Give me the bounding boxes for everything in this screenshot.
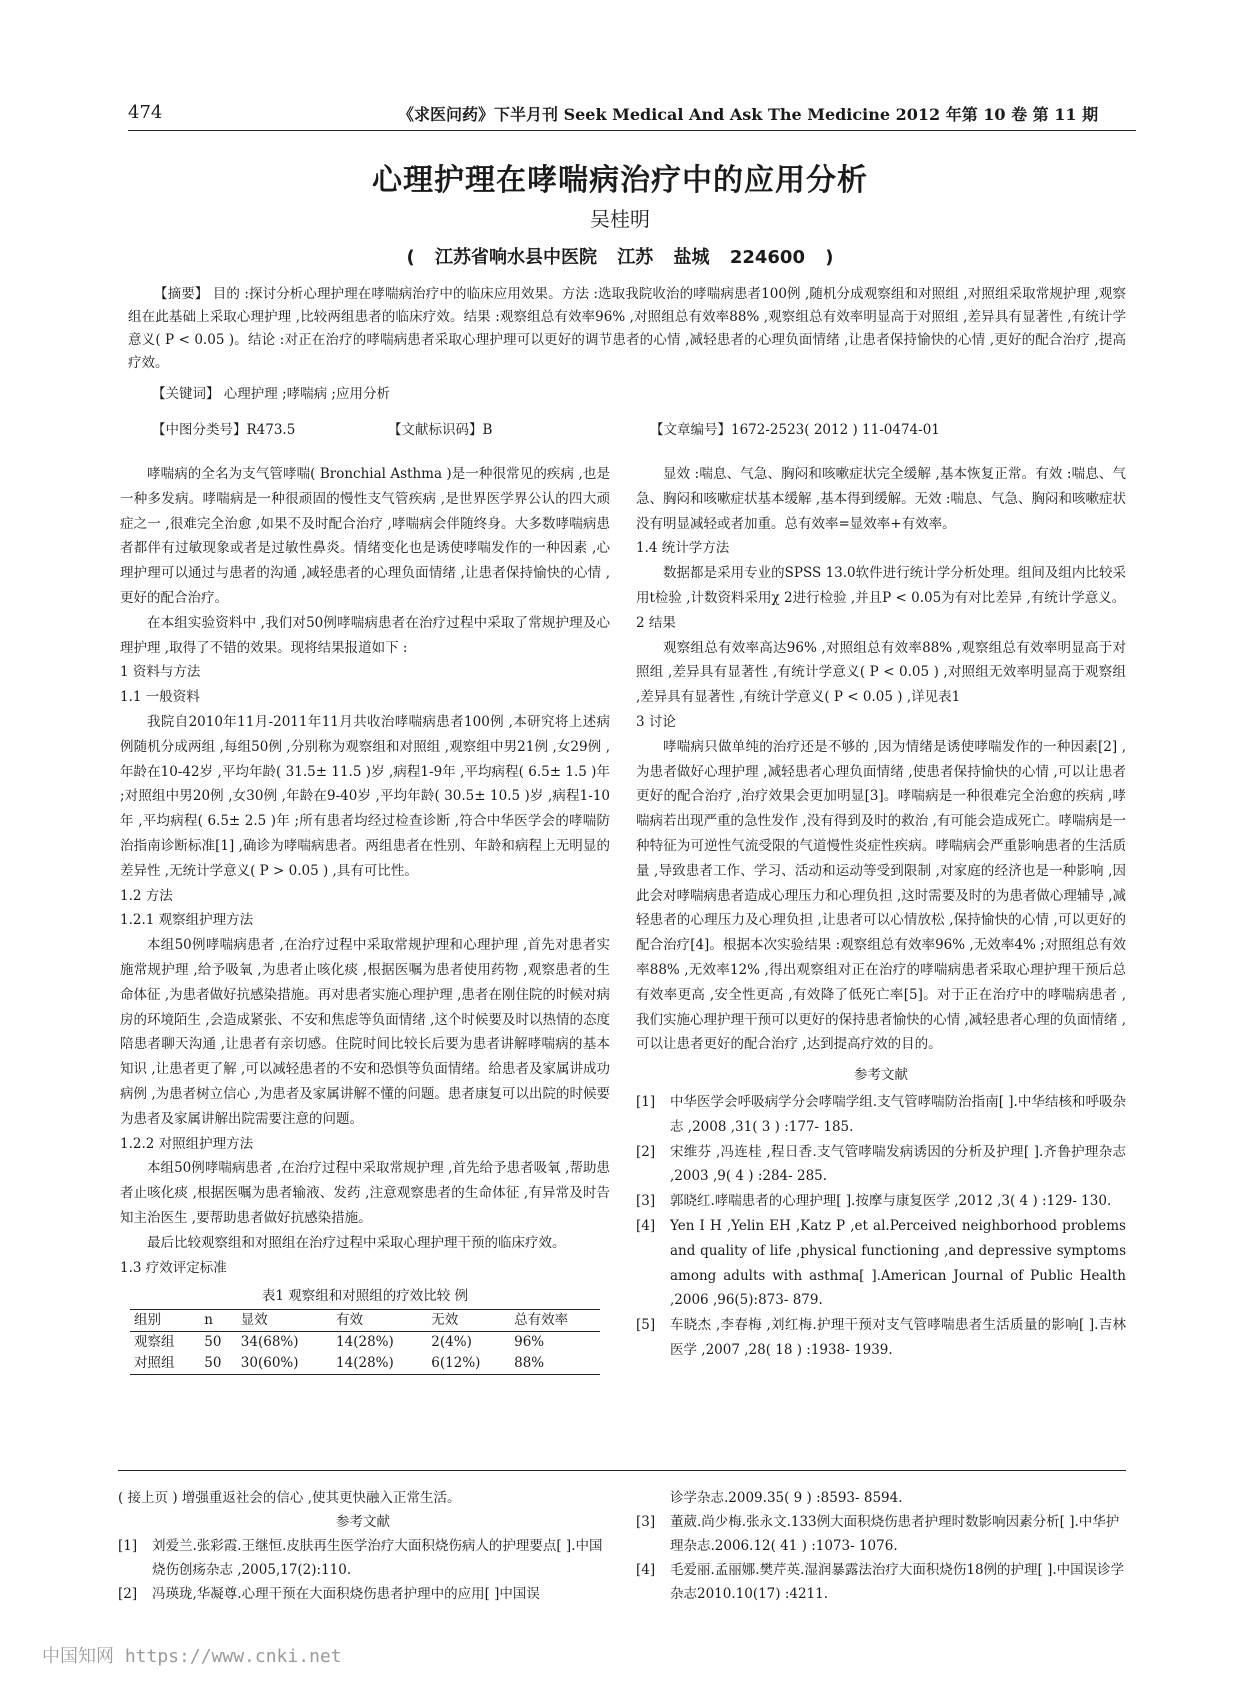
reference-text: Yen I H ,Yelin EH ,Katz P ,et al.Perceived neighborhood problems and quality of life ,physical functioning ,and depressive symptoms among adults with asthma[ ].American Journal of Public Health ,2006 ,96(5):873- 879. [670,1217,1126,1309]
paragraph: 观察组总有效率高达96% ,对照组总有效率88% ,观察组总有效率明显高于对照组 ,差异具有显著性 ,有统计学意义( P < 0.05 ) ,对照组无效率明显高于观察组 ,差异具有显著性 ,有统计学意义( P < 0.05 ) ,详见表1 [636,639,1126,706]
reference-item [636,1214,1126,1313]
reference-number: [2] [636,1143,656,1160]
subsection-heading: 1.1 一般资料 [120,689,200,706]
reference-number: [1] [118,1538,138,1554]
continuation-right [636,1486,1126,1606]
page-number: 474 [128,102,163,123]
left-column [120,462,610,1375]
table-header-row [130,1310,600,1332]
paragraph: 本组50例哮喘病患者 ,在治疗过程中采取常规护理和心理护理 ,首先对患者实施常规护理 ,给予吸氧 ,为患者止咳化痰 ,根据医嘱为患者使用药物 ,观察患者的生命体征 ,为患者做好抗感染措施。再对患者实施心理护理 ,患者在刚住院的时候对病房的环境陌生 ,会造成紧张、不安和焦虑等负面情绪 ,这个时候要及时以热情的态度陪患者聊天沟通 ,让患者有亲切感。住院时间比较长后要为患者讲解哮喘病的基本知识 ,让患者更了解 ,可以减轻患者的不安和恐惧等负面情绪。给患者及家属讲成功病例 ,为患者树立信心 ,为患者及家属讲解不懂的问题。患者康复可以出院的时候要为患者及家属讲解出院需要注意的问题。 [120,937,610,1127]
table-cell: 14(28%) [336,1355,394,1372]
article-number: 【文章编号】1672-2523( 2012 ) 11-0474-01 [650,422,940,438]
table-header-cell: 显效 [240,1312,268,1329]
reference-item [118,1582,608,1606]
table-cell: 14(28%) [336,1334,394,1351]
article-title: 心理护理在哮喘病治疗中的应用分析 [372,163,868,198]
reference-number: [3] [636,1514,656,1530]
continuation-text: 诊学杂志.2009.35( 9 ) :8593- 8594. [670,1490,903,1506]
reference-text: 刘爱兰.张彩霞.王继恒.皮肤再生医学治疗大面积烧伤病人的护理要点[ ].中国烧伤创疡杂志 ,2005,17(2):110. [152,1538,603,1578]
subsection-heading: 1.4 统计学方法 [636,540,730,557]
paragraph: 在本组实验资料中 ,我们对50例哮喘病患者在治疗过程中采取了常规护理及心理护理 ,取得了不错的效果。现将结果报道如下 : [120,614,610,656]
reference-number: [5] [636,1317,656,1334]
paragraph: 显效 :喘息、气急、胸闷和咳嗽症状完全缓解 ,基本恢复正常。有效 :喘息、气急、胸闷和咳嗽症状基本缓解 ,基本得到缓解。无效 :喘息、气急、胸闷和咳嗽症状没有明显减轻或者加重。总有效率=显效率+有效率。 [636,466,1126,532]
subsection-heading: 1.3 疗效评定标准 [120,1259,227,1276]
running-header [128,100,1136,131]
reference-text: 车晓杰 ,李春梅 ,刘红梅.护理干预对支气管哮喘患者生活质量的影响[ ].吉林医学 ,2007 ,28( 18 ) :1938- 1939. [670,1317,1126,1358]
journal-info: 《求医问药》下半月刊 Seek Medical And Ask The Medicine 2012 年第 10 卷 第 11 期 [398,105,1099,124]
reference-number: [2] [118,1586,138,1602]
reference-text: 冯瑛珑,华凝尊.心理干预在大面积烧伤患者护理中的应用[ ]中国误 [152,1586,540,1602]
table-cell: 96% [514,1334,545,1351]
section-heading: 2 结果 [636,614,676,631]
references-heading: 参考文献 [336,1514,390,1530]
table-cell: 6(12%) [431,1355,481,1372]
reference-number: [4] [636,1562,656,1578]
table-cell: 34(68%) [240,1334,299,1351]
reference-item [118,1534,608,1582]
table-row [130,1353,600,1375]
reference-text: 毛爱丽.孟丽娜.樊芹英.湿润暴露法治疗大面积烧伤18例的护理[ ].中国误诊学杂志2010.10(17) :4211. [670,1562,1125,1602]
reference-item [636,1313,1126,1363]
document-code: 【文献标识码】B [388,422,493,438]
table-cell: 50 [204,1334,222,1351]
subsection-heading: 1.2 方法 [120,887,173,904]
reference-number: [3] [636,1193,656,1210]
cnki-watermark: 中国知网 https://www.cnki.net [42,1646,342,1667]
section-heading: 3 讨论 [636,713,676,730]
reference-text: 宋维芬 ,冯连桂 ,程日香.支气管哮喘发病诱因的分析及护理[ ].齐鲁护理杂志 ,2003 ,9( 4 ) :284- 285. [670,1143,1126,1185]
reference-number: [4] [636,1217,656,1234]
paragraph: 最后比较观察组和对照组在治疗过程中采取心理护理干预的临床疗效。 [147,1234,566,1251]
table-cell: 对照组 [134,1355,175,1372]
table-cell: 50 [204,1355,222,1372]
table-header-cell: 有效 [336,1312,364,1329]
abstract: 【摘要】 目的 :探讨分析心理护理在哮喘病治疗中的临床应用效果。方法 :选取我院收治的哮喘病患者100例 ,随机分成观察组和对照组 ,对照组采取常规护理 ,观察组在此基础上采取心理护理 ,比较两组患者的临床疗效。结果 :观察组总有效率96% ,对照组总有效率88% ,观察组总有效率明显高于对照组 ,差异具有显著性 ,有统计学意义( P < 0.05 )。结论 :对正在治疗的哮喘病患者采取心理护理可以更好的调节患者的心情 ,减轻患者的心理负面情绪 ,让患者保持愉快的心情 ,更好的配合治疗 ,提高疗效。 [128,286,1126,371]
paragraph: 哮喘病只做单纯的治疗还是不够的 ,因为情绪是诱使哮喘发作的一种因素[2] ,为患者做好心理护理 ,减轻患者心理负面情绪 ,使患者保持愉快的心情 ,可以让患者更好的配合治疗 ,治疗效果会更加明显[3]。哮喘病是一种很难完全治愈的疾病 ,哮喘病若出现严重的急性发作 ,没有得到及时的救治 ,有可能会造成死亡。哮喘病是一种特征为可逆性气流受限的气道慢性炎症性疾病。哮喘病会严重影响患者的生活质量 ,导致患者工作、学习、活动和运动等受到限制 ,对家庭的经济也是一种影响 ,因此会对哮喘病患者造成心理压力和心理负担 ,这时需要及时的为患者做心理辅导 ,减轻患者的心理压力及心理负担 ,让患者可以心情放松 ,保持愉快的心情 ,可以更好的配合治疗[4]。根据本次实验结果 :观察组总有效率96% ,无效率4% ;对照组总有效率88% ,无效率12% ,得出观察组对正在治疗的哮喘病患者采取心理护理干预后总有效率更高 ,安全性更高 ,有效降了低死亡率[5]。对于正在治疗中的哮喘病患者 ,我们实施心理护理干预可以更好的保持患者愉快的心情 ,减轻患者心理的负面情绪 ,可以让患者更好的配合治疗 ,达到提高疗效的目的。 [636,738,1126,1053]
table-header-cell: n [204,1312,213,1329]
results-table [130,1309,600,1375]
table-header-cell: 总有效率 [514,1312,569,1329]
references-heading: 参考文献 [854,1067,908,1084]
table-cell: 2(4%) [431,1334,472,1351]
reference-text: 中华医学会呼吸病学分会哮喘学组.支气管哮喘防治指南[ ].中华结核和呼吸杂志 ,2008 ,31( 3 ) :177- 185. [670,1093,1126,1135]
continuation-left [118,1486,608,1606]
reference-item [636,1510,1126,1558]
right-column [636,462,1126,1363]
section-heading: 1 资料与方法 [120,664,201,681]
reference-item [636,1140,1126,1190]
reference-item [636,1558,1126,1606]
table-cell: 30(60%) [240,1355,299,1372]
table-caption: 表1 观察组和对照组的疗效比较 例 [261,1288,469,1305]
reference-text: 郭晓红.哮喘患者的心理护理[ ].按摩与康复医学 ,2012 ,3( 4 ) :129- 130. [670,1193,1112,1210]
table-header-cell: 组别 [134,1312,161,1329]
reference-item [636,1189,1126,1214]
paragraph: 数据都是采用专业的SPSS 13.0软件进行统计学分析处理。组间及组内比较采用t检验 ,计数资料采用χ 2进行检验 ,并且P < 0.05为有对比差异 ,有统计学意义。 [636,565,1126,606]
reference-text: 董葳.尚少梅.张永文.133例大面积烧伤患者护理时数影响因素分析[ ].中华护理杂志.2006.12( 41 ) :1073- 1076. [670,1514,1120,1554]
subsubsection-heading: 1.2.2 对照组护理方法 [120,1135,254,1152]
classification-number: 【中图分类号】R473.5 [152,422,296,438]
reference-number: [1] [636,1093,656,1110]
table-cell: 88% [514,1355,545,1372]
subsubsection-heading: 1.2.1 观察组护理方法 [120,912,254,929]
keywords: 【关键词】 心理护理 ;哮喘病 ;应用分析 [152,386,390,402]
paragraph: 本组50例哮喘病患者 ,在治疗过程中采取常规护理 ,首先给予患者吸氧 ,帮助患者止咳化痰 ,根据医嘱为患者输液、发药 ,注意观察患者的生命体征 ,有异常及时告知主治医生 ,要帮助患者做好抗感染措施。 [120,1160,610,1226]
table-cell: 观察组 [134,1334,175,1351]
article-author: 吴桂明 [590,207,650,231]
paragraph: 哮喘病的全名为支气管哮喘( Bronchial Asthma )是一种很常见的疾病 ,也是一种多发病。哮喘病是一种很顽固的慢性支气管疾病 ,是世界医学界公认的四大顽症之一 ,很难完全治愈 ,如果不及时配合治疗 ,哮喘病会伴随终身。大多数哮喘病患者都伴有过敏现象或者是过敏性鼻炎。情绪变化也是诱使哮喘发作的一种因素 ,心理护理可以通过与患者的沟通 ,减轻患者的心理负面情绪 ,让患者保持愉快的心情 ,更好的配合治疗。 [120,466,610,606]
table-row [130,1332,600,1354]
continuation-text: ( 接上页 ) 增强重返社会的信心 ,使其更快融入正常生活。 [118,1490,461,1506]
table-header-cell: 无效 [431,1312,459,1329]
reference-item [636,1090,1126,1140]
author-affiliation: ( 江苏省响水县中医院 江苏 盐城 224600 ) [406,247,834,268]
paragraph: 我院自2010年11月-2011年11月共收治哮喘病患者100例 ,本研究将上述病例随机分成两组 ,每组50例 ,分别称为观察组和对照组 ,观察组中男21例 ,女29例 ,年龄在10-42岁 ,平均年龄( 31.5± 11.5 )岁 ,病程1-9年 ,平均病程( 6.5± 1.5 )年 ;对照组中男20例 ,女30例 ,年龄在9-40岁 ,平均年龄( 30.5± 10.5 )岁 ,病程1-10年 ,平均病程( 6.5± 2.5 )年 ;所有患者均经过检查诊断 ,符合中华医学会的哮喘防治指南诊断标准[1] ,确诊为哮喘病患者。两组患者在性别、年龄和病程上无明显的差异性 ,无统计学意义( P > 0.05 ) ,具有可比性。 [120,713,610,879]
section-divider [118,1470,1126,1471]
